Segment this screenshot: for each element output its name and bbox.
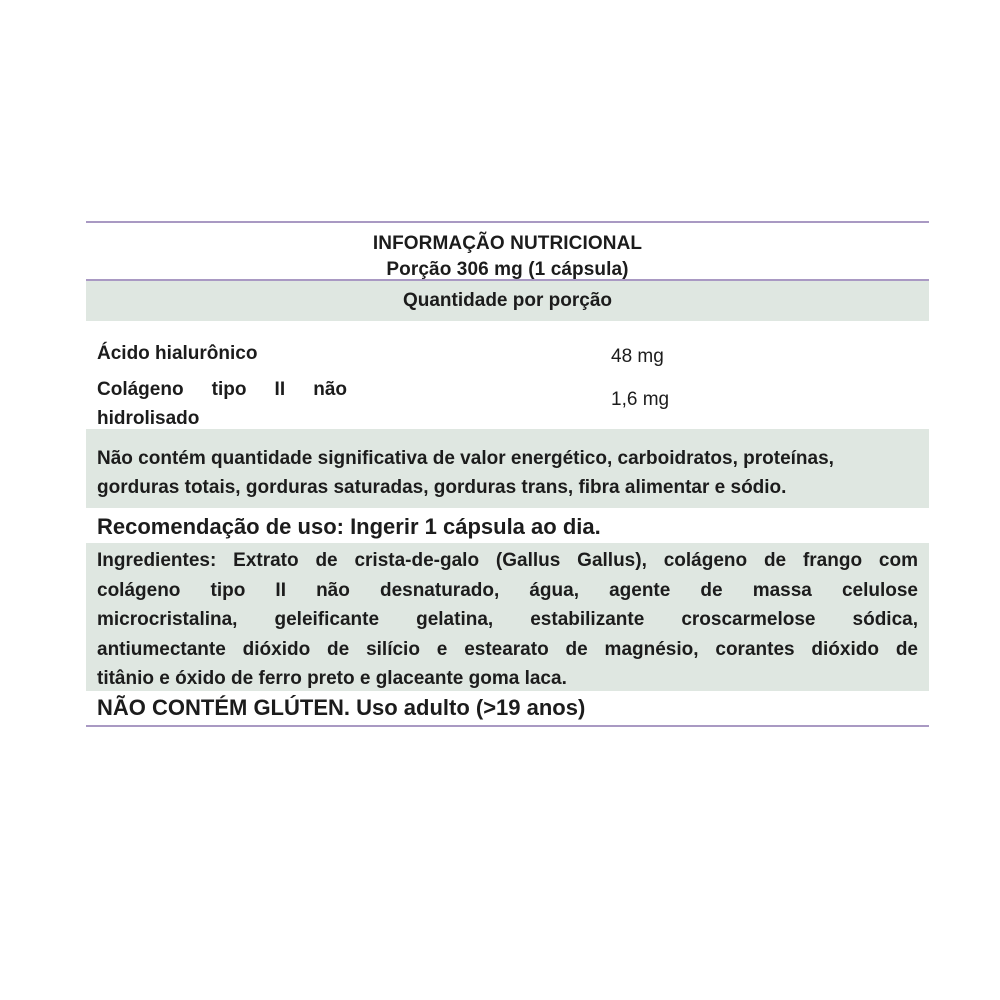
ingredients-block [86, 543, 929, 691]
portion-line: Porção 306 mg (1 cápsula) [386, 259, 629, 280]
ingredients-line-1: Ingredientes: Extrato de crista-de-galo (Gallus Gallus), colágeno de frango com [97, 550, 918, 571]
nutrient-name-line2: hidrolisado [97, 408, 200, 429]
nutrient-name [97, 375, 347, 433]
not-significant-notice [86, 429, 929, 508]
nutrition-title: INFORMAÇÃO NUTRICIONAL [372, 233, 643, 254]
usage-recommendation: Recomendação de uso: Ingerir 1 cápsula ao dia. [97, 514, 601, 539]
notice-line-2: gorduras totais, gorduras saturadas, gorduras trans, fibra alimentar e sódio. [97, 477, 787, 498]
title-block [86, 223, 929, 279]
nutrition-facts-panel [86, 221, 929, 727]
gluten-warning: NÃO CONTÉM GLÚTEN. Uso adulto (>19 anos) [97, 695, 586, 720]
bottom-rule [86, 725, 929, 727]
ingredients-line-3: microcristalina, geleificante gelatina, estabilizante croscarmelose sódica, [97, 609, 918, 630]
nutrient-row-collagen [86, 369, 929, 429]
ingredients-line-2: colágeno tipo II não desnaturado, água, agente de massa celulose [97, 579, 918, 601]
ingredients-line-4: antiumectante dióxido de silício e estearato de magnésio, corantes dióxido de [97, 638, 918, 660]
nutrient-row-hyaluronic-acid [86, 321, 929, 369]
nutrient-value: 48 mg [611, 346, 664, 367]
nutrient-name-line1: Colágeno tipo II não [97, 379, 347, 400]
quantity-header: Quantidade por porção [86, 281, 929, 321]
notice-line-1: Não contém quantidade significativa de valor energético, carboidratos, proteínas, [97, 448, 834, 469]
nutrient-value: 1,6 mg [611, 389, 670, 410]
ingredients-line-5: titânio e óxido de ferro preto e glaceante goma laca. [97, 668, 567, 689]
nutrient-name: Ácido hialurônico [97, 343, 258, 364]
